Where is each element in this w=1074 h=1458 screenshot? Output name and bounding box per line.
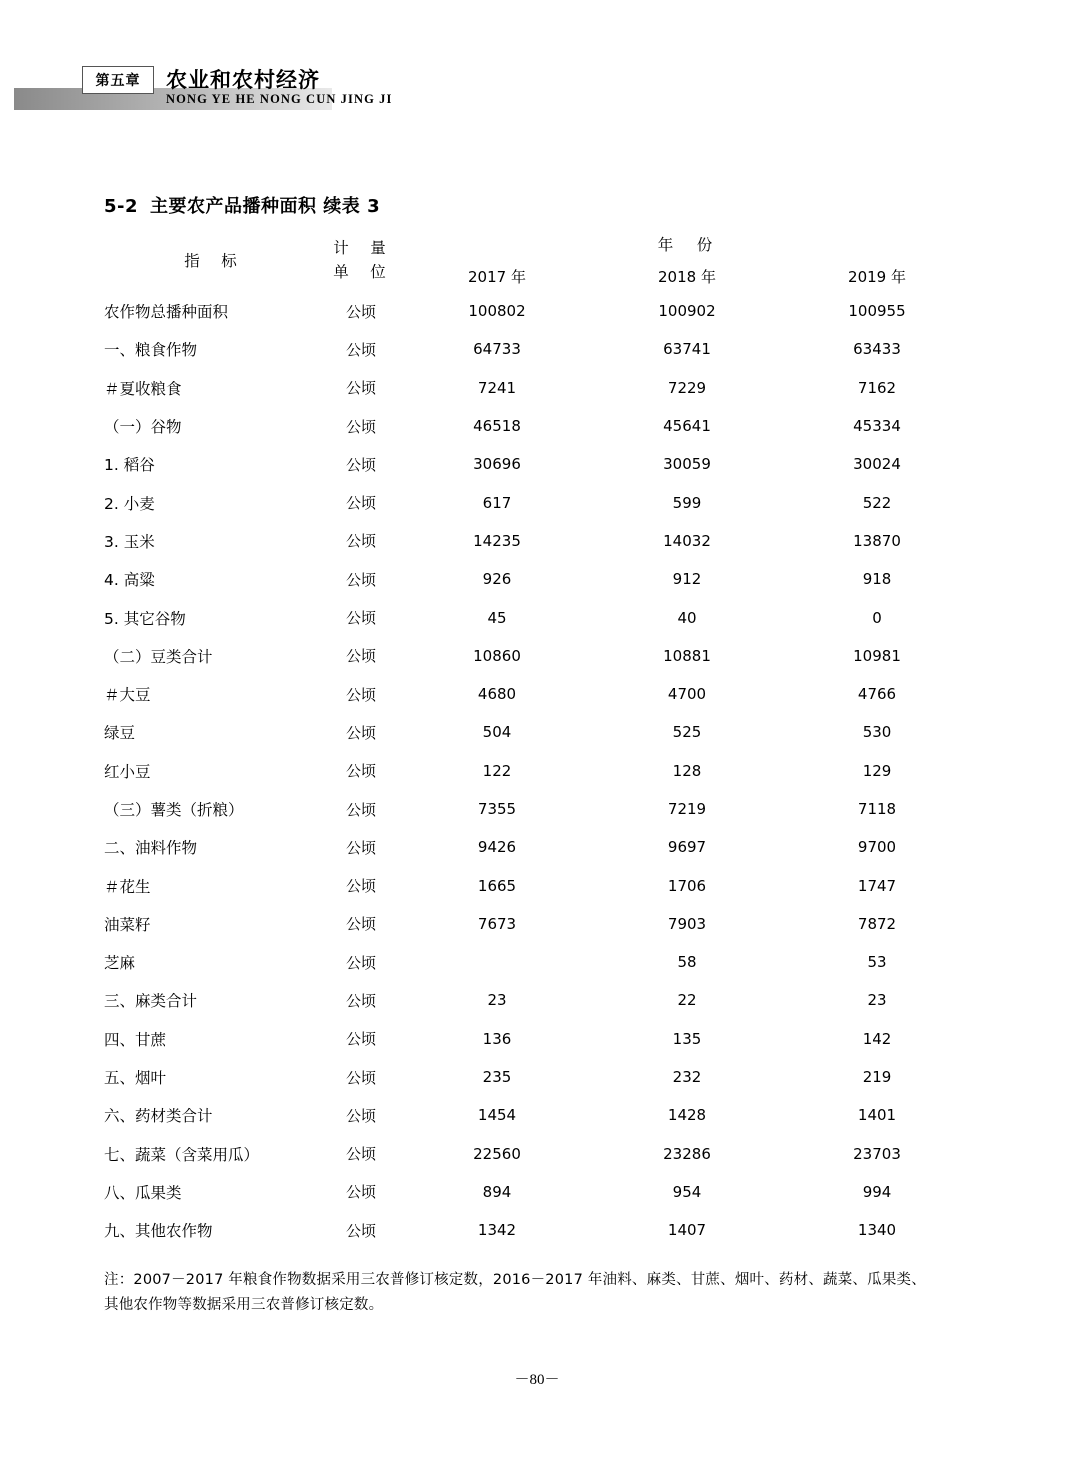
row-value-2017: 46518: [473, 417, 521, 436]
row-indicator: 油菜籽: [104, 915, 151, 934]
row-indicator: ＃花生: [104, 877, 151, 896]
header-unit: [320, 228, 402, 292]
row-value-2019: 7872: [857, 914, 897, 933]
header-year-2019: 2019 年: [848, 267, 906, 286]
row-indicator: （三）薯类（折粮）: [104, 801, 244, 819]
row-indicator: 五、烟叶: [104, 1069, 167, 1088]
row-value-2018: 14032: [663, 531, 711, 550]
table-row: [104, 369, 972, 407]
row-unit: 公顷: [345, 953, 376, 972]
row-unit: 公顷: [345, 494, 376, 513]
table-row: [104, 1135, 972, 1173]
page-header: [0, 56, 1074, 112]
row-value-2017: 23: [487, 991, 507, 1010]
row-indicator: 4. 高粱: [104, 571, 155, 590]
row-indicator: 九、其他农作物: [104, 1222, 213, 1241]
chapter-title-chinese: 农业和农村经济: [166, 68, 320, 92]
row-value-2017: 1454: [477, 1106, 517, 1125]
row-value-2018: 10881: [663, 646, 711, 665]
row-value-2018: 232: [672, 1068, 702, 1087]
row-value-2019: 522: [862, 493, 892, 512]
row-indicator: 六、药材类合计: [104, 1107, 213, 1126]
table-number: 5-2: [104, 196, 139, 217]
row-indicator: 二、油料作物: [104, 839, 198, 858]
row-value-2017: 122: [482, 761, 512, 780]
row-value-2019: 1747: [857, 876, 897, 895]
row-value-2019: 9700: [857, 838, 897, 857]
table-row: [104, 1096, 972, 1134]
header-years-group: 年 份: [657, 236, 717, 254]
table-title: [104, 192, 380, 218]
row-value-2018: 954: [672, 1182, 702, 1201]
row-value-2017: [402, 943, 592, 981]
row-value-2017: 10860: [473, 646, 521, 665]
page-number: －80－: [514, 1372, 560, 1388]
row-unit: 公顷: [345, 915, 376, 934]
row-unit: 公顷: [345, 723, 376, 742]
row-unit: 公顷: [345, 762, 376, 781]
row-value-2017: 14235: [473, 531, 521, 550]
table-header: [104, 228, 972, 292]
row-value-2018: 7229: [667, 378, 707, 397]
row-value-2019: 23: [867, 991, 887, 1010]
table-row: [104, 981, 972, 1019]
table-row: [104, 560, 972, 598]
table-row: [104, 790, 972, 828]
header-unit-line2: 单 位: [333, 263, 389, 281]
row-value-2019: 1401: [857, 1106, 897, 1125]
row-unit: 公顷: [345, 532, 376, 551]
table-row: [104, 828, 972, 866]
table-row: [104, 637, 972, 675]
row-value-2018: 912: [672, 570, 702, 589]
row-unit: 公顷: [345, 302, 376, 321]
row-unit: 公顷: [345, 838, 376, 857]
table-footnote: [104, 1268, 976, 1319]
table-row: [104, 330, 972, 368]
statistics-table-wrapper: [104, 228, 972, 1249]
row-value-2017: 926: [482, 570, 512, 589]
row-indicator: ＃大豆: [104, 686, 151, 705]
row-value-2019: 142: [862, 1029, 892, 1048]
row-value-2019: 1340: [857, 1221, 897, 1240]
row-indicator: 一、粮食作物: [104, 341, 198, 360]
row-value-2018: 22: [677, 991, 697, 1010]
row-unit: 公顷: [345, 570, 376, 589]
row-indicator: 芝麻: [104, 954, 136, 973]
chapter-title-pinyin: NONG YE HE NONG CUN JING JI: [166, 92, 393, 106]
row-unit: 公顷: [345, 1068, 376, 1087]
row-value-2019: 994: [862, 1182, 892, 1201]
row-unit: 公顷: [345, 609, 376, 628]
row-indicator: （二）豆类合计: [104, 647, 213, 666]
row-unit: 公顷: [345, 340, 376, 359]
row-value-2017: 30696: [473, 455, 521, 474]
row-value-2017: 235: [482, 1068, 512, 1087]
row-value-2017: 100802: [468, 302, 526, 321]
row-unit: 公顷: [345, 1030, 376, 1049]
row-value-2018: 525: [672, 723, 702, 742]
row-value-2018: 7903: [667, 914, 707, 933]
row-value-2018: 128: [672, 761, 702, 780]
table-title-text: 主要农产品播种面积 续表 3: [150, 196, 381, 217]
row-value-2017: 136: [482, 1029, 512, 1048]
row-value-2017: 504: [482, 723, 512, 742]
row-value-2019: 219: [862, 1068, 892, 1087]
row-value-2019: 13870: [853, 531, 901, 550]
row-value-2017: 1342: [477, 1221, 517, 1240]
row-unit: 公顷: [345, 379, 376, 398]
row-indicator: 四、甘蔗: [104, 1030, 167, 1049]
row-indicator: 八、瓜果类: [104, 1183, 182, 1202]
row-unit: 公顷: [345, 1106, 376, 1125]
table-row: [104, 752, 972, 790]
row-value-2019: 530: [862, 723, 892, 742]
row-value-2018: 45641: [663, 417, 711, 436]
row-value-2019: 100955: [848, 302, 906, 321]
header-year-2017: 2017 年: [468, 267, 526, 286]
row-unit: 公顷: [345, 647, 376, 666]
row-value-2019: 4766: [857, 685, 897, 704]
table-row: [104, 483, 972, 521]
row-value-2017: 45: [487, 608, 507, 627]
row-unit: 公顷: [345, 800, 376, 819]
row-value-2017: 1665: [477, 876, 517, 895]
row-value-2018: 1428: [667, 1106, 707, 1125]
table-row: [104, 943, 972, 981]
row-value-2019: 10981: [853, 646, 901, 665]
row-indicator: 1. 稻谷: [104, 456, 155, 475]
footnote-line-2: 其他农作物等数据采用三农普修订核定数。: [104, 1297, 384, 1314]
row-value-2018: 9697: [667, 838, 707, 857]
table-row: [104, 866, 972, 904]
table-row: [104, 445, 972, 483]
chapter-badge: 第五章: [82, 66, 154, 94]
row-indicator: （一）谷物: [104, 418, 182, 437]
row-unit: 公顷: [345, 685, 376, 704]
row-unit: 公顷: [345, 417, 376, 436]
row-indicator: 农作物总播种面积: [104, 303, 229, 322]
row-indicator: ＃夏收粮食: [104, 379, 182, 398]
table-row: [104, 1058, 972, 1096]
statistics-table: [104, 228, 972, 1249]
row-value-2017: 894: [482, 1182, 512, 1201]
header-indicator: 指 标: [184, 252, 240, 270]
footnote-line-1: 注：2007－2017 年粮食作物数据采用三农普修订核定数，2016－2017 年油料、麻类、甘蔗、烟叶、药材、蔬菜、瓜果类、: [104, 1272, 926, 1288]
row-value-2018: 4700: [667, 685, 707, 704]
row-value-2019: 45334: [853, 417, 901, 436]
row-unit: 公顷: [345, 455, 376, 474]
table-row: [104, 1020, 972, 1058]
row-value-2017: 7241: [477, 378, 517, 397]
row-value-2017: 7355: [477, 800, 517, 818]
row-value-2017: 9426: [477, 838, 517, 857]
row-value-2017: 4680: [477, 685, 517, 704]
row-value-2017: 7673: [477, 914, 517, 933]
table-row: [104, 292, 972, 330]
row-value-2018: 135: [672, 1029, 702, 1048]
row-value-2017: 64733: [473, 340, 521, 359]
row-unit: 公顷: [345, 1183, 376, 1202]
row-value-2019: 918: [862, 570, 892, 589]
row-value-2018: 40: [677, 608, 697, 627]
table-row: [104, 675, 972, 713]
row-value-2017: 617: [482, 493, 512, 512]
row-indicator: 三、麻类合计: [104, 992, 198, 1011]
row-value-2018: 599: [672, 493, 702, 512]
row-value-2018: 58: [677, 953, 697, 972]
row-unit: 公顷: [345, 1145, 376, 1164]
row-unit: 公顷: [345, 877, 376, 896]
row-unit: 公顷: [345, 1221, 376, 1240]
row-value-2019: 30024: [853, 455, 901, 474]
row-indicator: 红小豆: [104, 762, 151, 781]
row-value-2018: 1706: [667, 876, 707, 895]
row-value-2018: 63741: [663, 340, 711, 359]
table-row: [104, 407, 972, 445]
row-value-2018: 30059: [663, 455, 711, 474]
table-row: [104, 1211, 972, 1249]
row-indicator: 3. 玉米: [104, 532, 155, 551]
row-value-2019: 129: [862, 761, 892, 780]
table-row: [104, 905, 972, 943]
row-value-2018: 23286: [663, 1144, 711, 1163]
row-value-2019: 7162: [857, 378, 897, 397]
table-row: [104, 1173, 972, 1211]
row-value-2019: 63433: [853, 340, 901, 359]
header-year-2018: 2018 年: [658, 267, 716, 286]
row-value-2018: 7219: [667, 800, 707, 818]
row-value-2017: 22560: [473, 1144, 521, 1163]
table-row: [104, 598, 972, 636]
table-row: [104, 713, 972, 751]
row-value-2018: 1407: [667, 1221, 707, 1240]
row-indicator: 5. 其它谷物: [104, 609, 186, 628]
row-value-2018: 100902: [658, 302, 716, 321]
row-indicator: 绿豆: [104, 724, 136, 743]
row-indicator: 2. 小麦: [104, 494, 155, 513]
header-unit-line1: 计 量: [333, 238, 389, 257]
table-body: [104, 292, 972, 1249]
row-value-2019: 0: [872, 608, 882, 627]
row-value-2019: 7118: [857, 800, 897, 818]
row-value-2019: 53: [867, 953, 887, 972]
row-value-2019: 23703: [853, 1144, 901, 1163]
row-unit: 公顷: [345, 991, 376, 1010]
row-indicator: 七、蔬菜（含菜用瓜）: [104, 1145, 260, 1164]
table-row: [104, 522, 972, 560]
